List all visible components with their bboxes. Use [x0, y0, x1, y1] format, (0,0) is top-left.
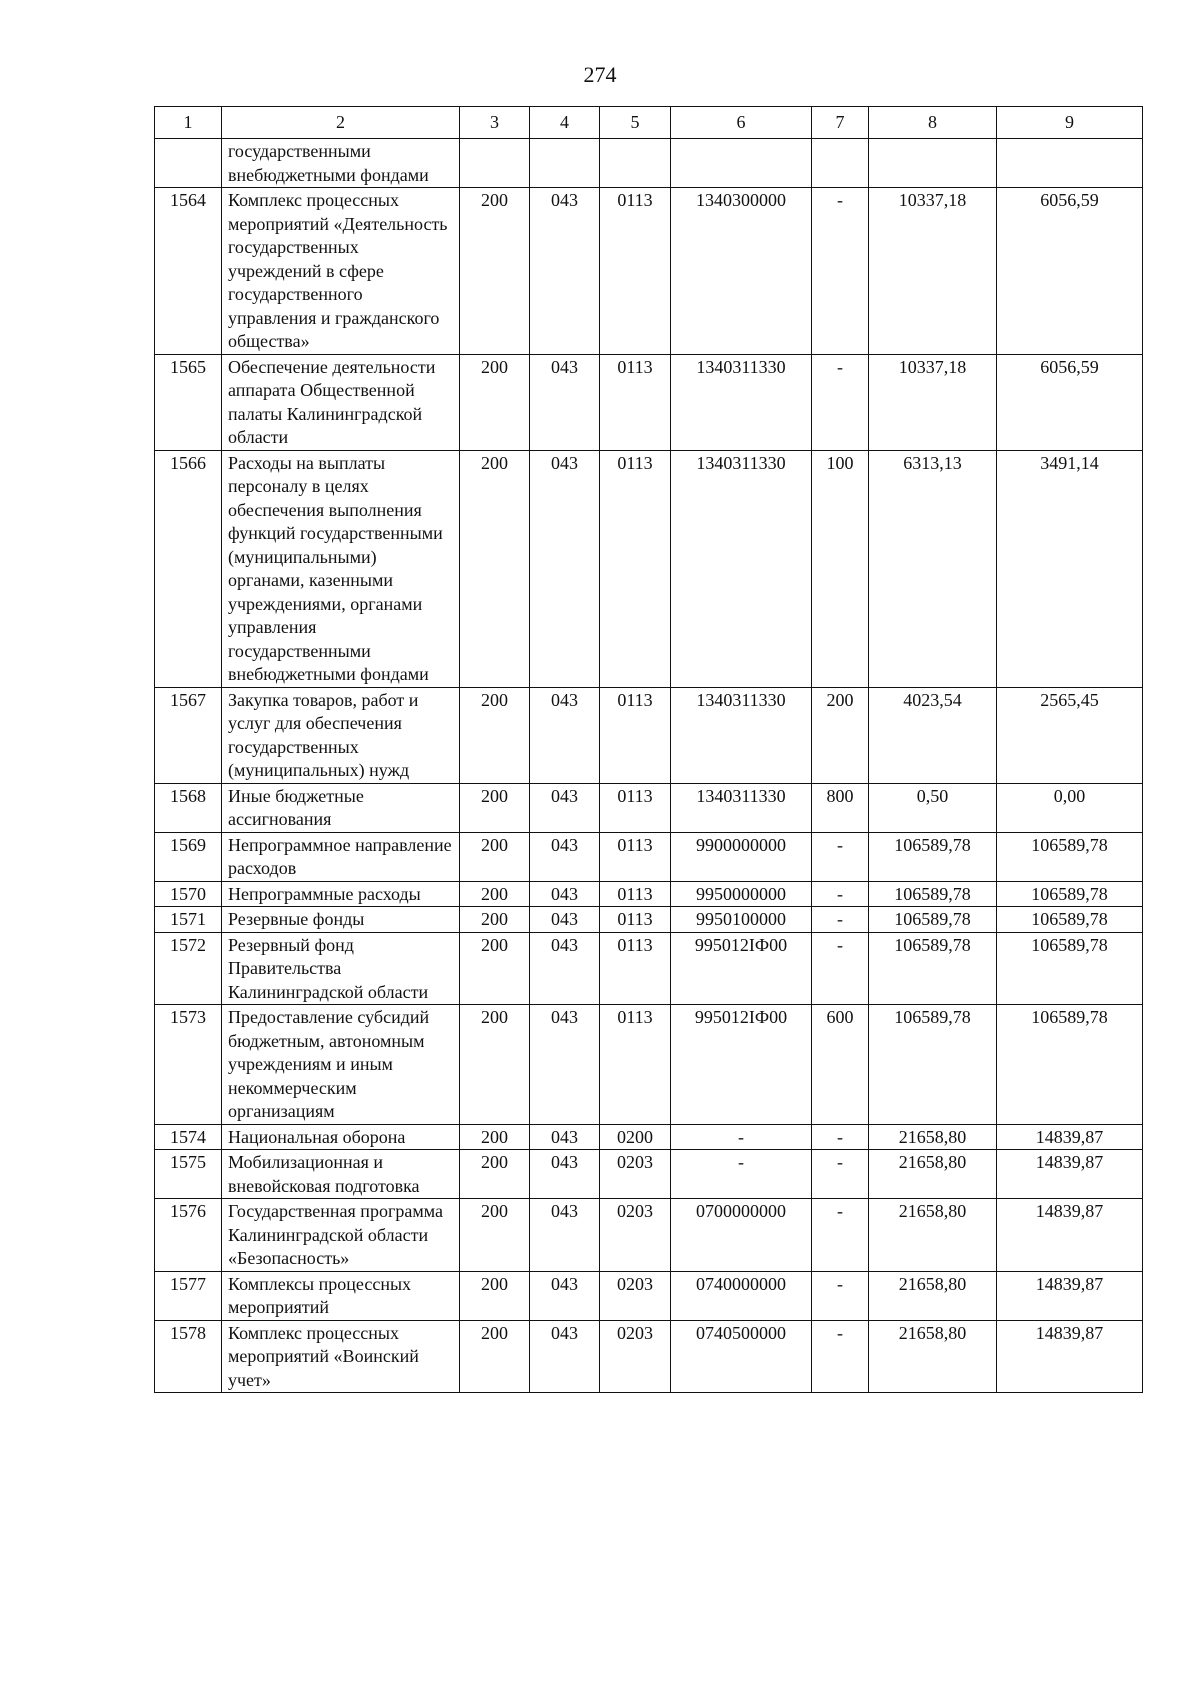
budget-table	[154, 106, 1143, 1393]
row-col-7: 800	[812, 783, 869, 832]
row-number: 1568	[155, 783, 222, 832]
row-col-7: -	[812, 1271, 869, 1320]
row-col-6: -	[671, 1150, 812, 1199]
row-number: 1569	[155, 832, 222, 881]
row-number: 1577	[155, 1271, 222, 1320]
row-col-4: 043	[530, 783, 600, 832]
table-row	[155, 907, 1143, 933]
row-col-8: 21658,80	[869, 1199, 997, 1272]
row-col-9: 106589,78	[997, 832, 1143, 881]
row-name: Мобилизационная и вневойсковая подготовка	[222, 1150, 460, 1199]
row-col-8: 6313,13	[869, 450, 997, 687]
row-col-5: 0113	[600, 932, 671, 1005]
table-row	[155, 932, 1143, 1005]
row-col-8: 106589,78	[869, 832, 997, 881]
row-col-4: 043	[530, 354, 600, 450]
row-col-5: 0203	[600, 1320, 671, 1393]
row-number: 1570	[155, 881, 222, 907]
row-col-5: 0113	[600, 450, 671, 687]
row-col-8: 0,50	[869, 783, 997, 832]
row-col-9: 106589,78	[997, 907, 1143, 933]
row-col-3: 200	[460, 932, 530, 1005]
row-col-9: 6056,59	[997, 188, 1143, 355]
row-col-8: 106589,78	[869, 932, 997, 1005]
row-col-3: 200	[460, 1150, 530, 1199]
row-name: Закупка товаров, работ и услуг для обеспечения государственных (муниципальных) нужд	[222, 687, 460, 783]
row-col-4: 043	[530, 1124, 600, 1150]
row-col-6: 0700000000	[671, 1199, 812, 1272]
row-col-3: 200	[460, 907, 530, 933]
row-col-6: 9950100000	[671, 907, 812, 933]
row-col-6: 995012ІФ00	[671, 932, 812, 1005]
row-col-8: 106589,78	[869, 1005, 997, 1125]
row-col-4: 043	[530, 1199, 600, 1272]
row-col-3: 200	[460, 1199, 530, 1272]
row-col-9: 14839,87	[997, 1320, 1143, 1393]
row-col-9: 106589,78	[997, 1005, 1143, 1125]
row-number: 1566	[155, 450, 222, 687]
row-col-4: 043	[530, 832, 600, 881]
row-col-6: 1340311330	[671, 450, 812, 687]
row-col-6: -	[671, 1124, 812, 1150]
row-col-9: 14839,87	[997, 1271, 1143, 1320]
row-col-9: 14839,87	[997, 1199, 1143, 1272]
row-col-5: 0113	[600, 881, 671, 907]
row-name: Непрограммные расходы	[222, 881, 460, 907]
row-name: Иные бюджетные ассигнования	[222, 783, 460, 832]
row-col-5	[600, 139, 671, 188]
table-row	[155, 1271, 1143, 1320]
row-col-7: 200	[812, 687, 869, 783]
row-col-6: 1340311330	[671, 783, 812, 832]
row-col-6: 9950000000	[671, 881, 812, 907]
row-number: 1572	[155, 932, 222, 1005]
row-name: государственными внебюджетными фондами	[222, 139, 460, 188]
row-name: Резервный фонд Правительства Калининградской области	[222, 932, 460, 1005]
row-col-4: 043	[530, 687, 600, 783]
table-row	[155, 354, 1143, 450]
row-name: Комплекс процессных мероприятий «Деятельность государственных учреждений в сфере государственного управления и гражданского общества»	[222, 188, 460, 355]
row-col-6: 1340311330	[671, 354, 812, 450]
row-col-6: 0740500000	[671, 1320, 812, 1393]
header-col-3: 3	[460, 107, 530, 139]
table-row	[155, 188, 1143, 355]
row-col-8: 10337,18	[869, 188, 997, 355]
header-col-5: 5	[600, 107, 671, 139]
row-col-3: 200	[460, 783, 530, 832]
row-number: 1574	[155, 1124, 222, 1150]
row-name: Обеспечение деятельности аппарата Общественной палаты Калининградской области	[222, 354, 460, 450]
row-number: 1565	[155, 354, 222, 450]
row-name: Предоставление субсидий бюджетным, автономным учреждениям и иным некоммерческим организациям	[222, 1005, 460, 1125]
row-name: Резервные фонды	[222, 907, 460, 933]
row-name: Национальная оборона	[222, 1124, 460, 1150]
table-row	[155, 832, 1143, 881]
row-col-4: 043	[530, 450, 600, 687]
header-row	[155, 107, 1143, 139]
row-col-7: -	[812, 354, 869, 450]
row-col-9: 3491,14	[997, 450, 1143, 687]
row-col-3: 200	[460, 1320, 530, 1393]
header-col-6: 6	[671, 107, 812, 139]
header-col-8: 8	[869, 107, 997, 139]
row-col-6: 1340300000	[671, 188, 812, 355]
row-col-6: 995012ІФ00	[671, 1005, 812, 1125]
row-col-7: -	[812, 907, 869, 933]
row-col-8: 21658,80	[869, 1124, 997, 1150]
row-col-5: 0113	[600, 783, 671, 832]
row-number: 1578	[155, 1320, 222, 1393]
row-col-4: 043	[530, 1150, 600, 1199]
row-col-5: 0203	[600, 1199, 671, 1272]
row-col-6: 1340311330	[671, 687, 812, 783]
row-col-9: 106589,78	[997, 881, 1143, 907]
row-col-3: 200	[460, 1271, 530, 1320]
row-number: 1564	[155, 188, 222, 355]
row-col-5: 0113	[600, 188, 671, 355]
table-row	[155, 1320, 1143, 1393]
row-col-7: -	[812, 188, 869, 355]
table-row	[155, 1199, 1143, 1272]
header-col-1: 1	[155, 107, 222, 139]
row-number	[155, 139, 222, 188]
row-number: 1567	[155, 687, 222, 783]
row-col-5: 0203	[600, 1271, 671, 1320]
row-col-8: 106589,78	[869, 907, 997, 933]
row-col-8	[869, 139, 997, 188]
table-row	[155, 450, 1143, 687]
row-col-3: 200	[460, 1124, 530, 1150]
row-col-9: 14839,87	[997, 1124, 1143, 1150]
row-col-3: 200	[460, 188, 530, 355]
row-name: Расходы на выплаты персоналу в целях обеспечения выполнения функций государственными (муниципальными) органами, казенными учреждениями, органами управления государственными внебюджетными фондами	[222, 450, 460, 687]
table-row	[155, 1124, 1143, 1150]
row-col-7: 600	[812, 1005, 869, 1125]
table-row	[155, 687, 1143, 783]
row-col-5: 0113	[600, 1005, 671, 1125]
row-col-7	[812, 139, 869, 188]
row-col-6: 0740000000	[671, 1271, 812, 1320]
row-col-9: 106589,78	[997, 932, 1143, 1005]
row-col-5: 0113	[600, 687, 671, 783]
row-col-4: 043	[530, 1005, 600, 1125]
row-col-5: 0203	[600, 1150, 671, 1199]
row-col-3: 200	[460, 1005, 530, 1125]
row-col-3	[460, 139, 530, 188]
row-col-5: 0113	[600, 907, 671, 933]
row-col-9: 0,00	[997, 783, 1143, 832]
row-col-4	[530, 139, 600, 188]
header-col-7: 7	[812, 107, 869, 139]
row-col-8: 21658,80	[869, 1150, 997, 1199]
row-col-7: -	[812, 1150, 869, 1199]
row-col-5: 0113	[600, 354, 671, 450]
row-col-9: 14839,87	[997, 1150, 1143, 1199]
row-col-9: 2565,45	[997, 687, 1143, 783]
row-col-3: 200	[460, 354, 530, 450]
row-name: Комплексы процессных мероприятий	[222, 1271, 460, 1320]
row-col-4: 043	[530, 932, 600, 1005]
page-number: 274	[583, 62, 617, 87]
row-col-4: 043	[530, 1320, 600, 1393]
row-name: Непрограммное направление расходов	[222, 832, 460, 881]
row-col-5: 0200	[600, 1124, 671, 1150]
row-col-8: 106589,78	[869, 881, 997, 907]
row-col-7: -	[812, 881, 869, 907]
row-col-7: -	[812, 1199, 869, 1272]
header-col-2: 2	[222, 107, 460, 139]
row-col-8: 21658,80	[869, 1271, 997, 1320]
row-number: 1573	[155, 1005, 222, 1125]
row-col-4: 043	[530, 881, 600, 907]
header-col-9: 9	[997, 107, 1143, 139]
row-col-8: 10337,18	[869, 354, 997, 450]
row-col-3: 200	[460, 881, 530, 907]
row-col-7: -	[812, 1320, 869, 1393]
row-col-4: 043	[530, 1271, 600, 1320]
table-row	[155, 1005, 1143, 1125]
row-col-6: 9900000000	[671, 832, 812, 881]
row-col-7: 100	[812, 450, 869, 687]
row-col-7: -	[812, 832, 869, 881]
row-number: 1576	[155, 1199, 222, 1272]
table-row	[155, 881, 1143, 907]
table-row	[155, 139, 1143, 188]
row-col-8: 21658,80	[869, 1320, 997, 1393]
row-col-4: 043	[530, 907, 600, 933]
row-col-3: 200	[460, 450, 530, 687]
row-name: Государственная программа Калининградской области «Безопасность»	[222, 1199, 460, 1272]
row-col-5: 0113	[600, 832, 671, 881]
row-col-3: 200	[460, 687, 530, 783]
row-col-9: 6056,59	[997, 354, 1143, 450]
row-number: 1575	[155, 1150, 222, 1199]
row-col-8: 4023,54	[869, 687, 997, 783]
table-row	[155, 1150, 1143, 1199]
row-col-6	[671, 139, 812, 188]
header-col-4: 4	[530, 107, 600, 139]
table-row	[155, 783, 1143, 832]
row-col-7: -	[812, 932, 869, 1005]
row-col-9	[997, 139, 1143, 188]
row-number: 1571	[155, 907, 222, 933]
row-col-4: 043	[530, 188, 600, 355]
row-col-7: -	[812, 1124, 869, 1150]
row-col-3: 200	[460, 832, 530, 881]
row-name: Комплекс процессных мероприятий «Воинский учет»	[222, 1320, 460, 1393]
